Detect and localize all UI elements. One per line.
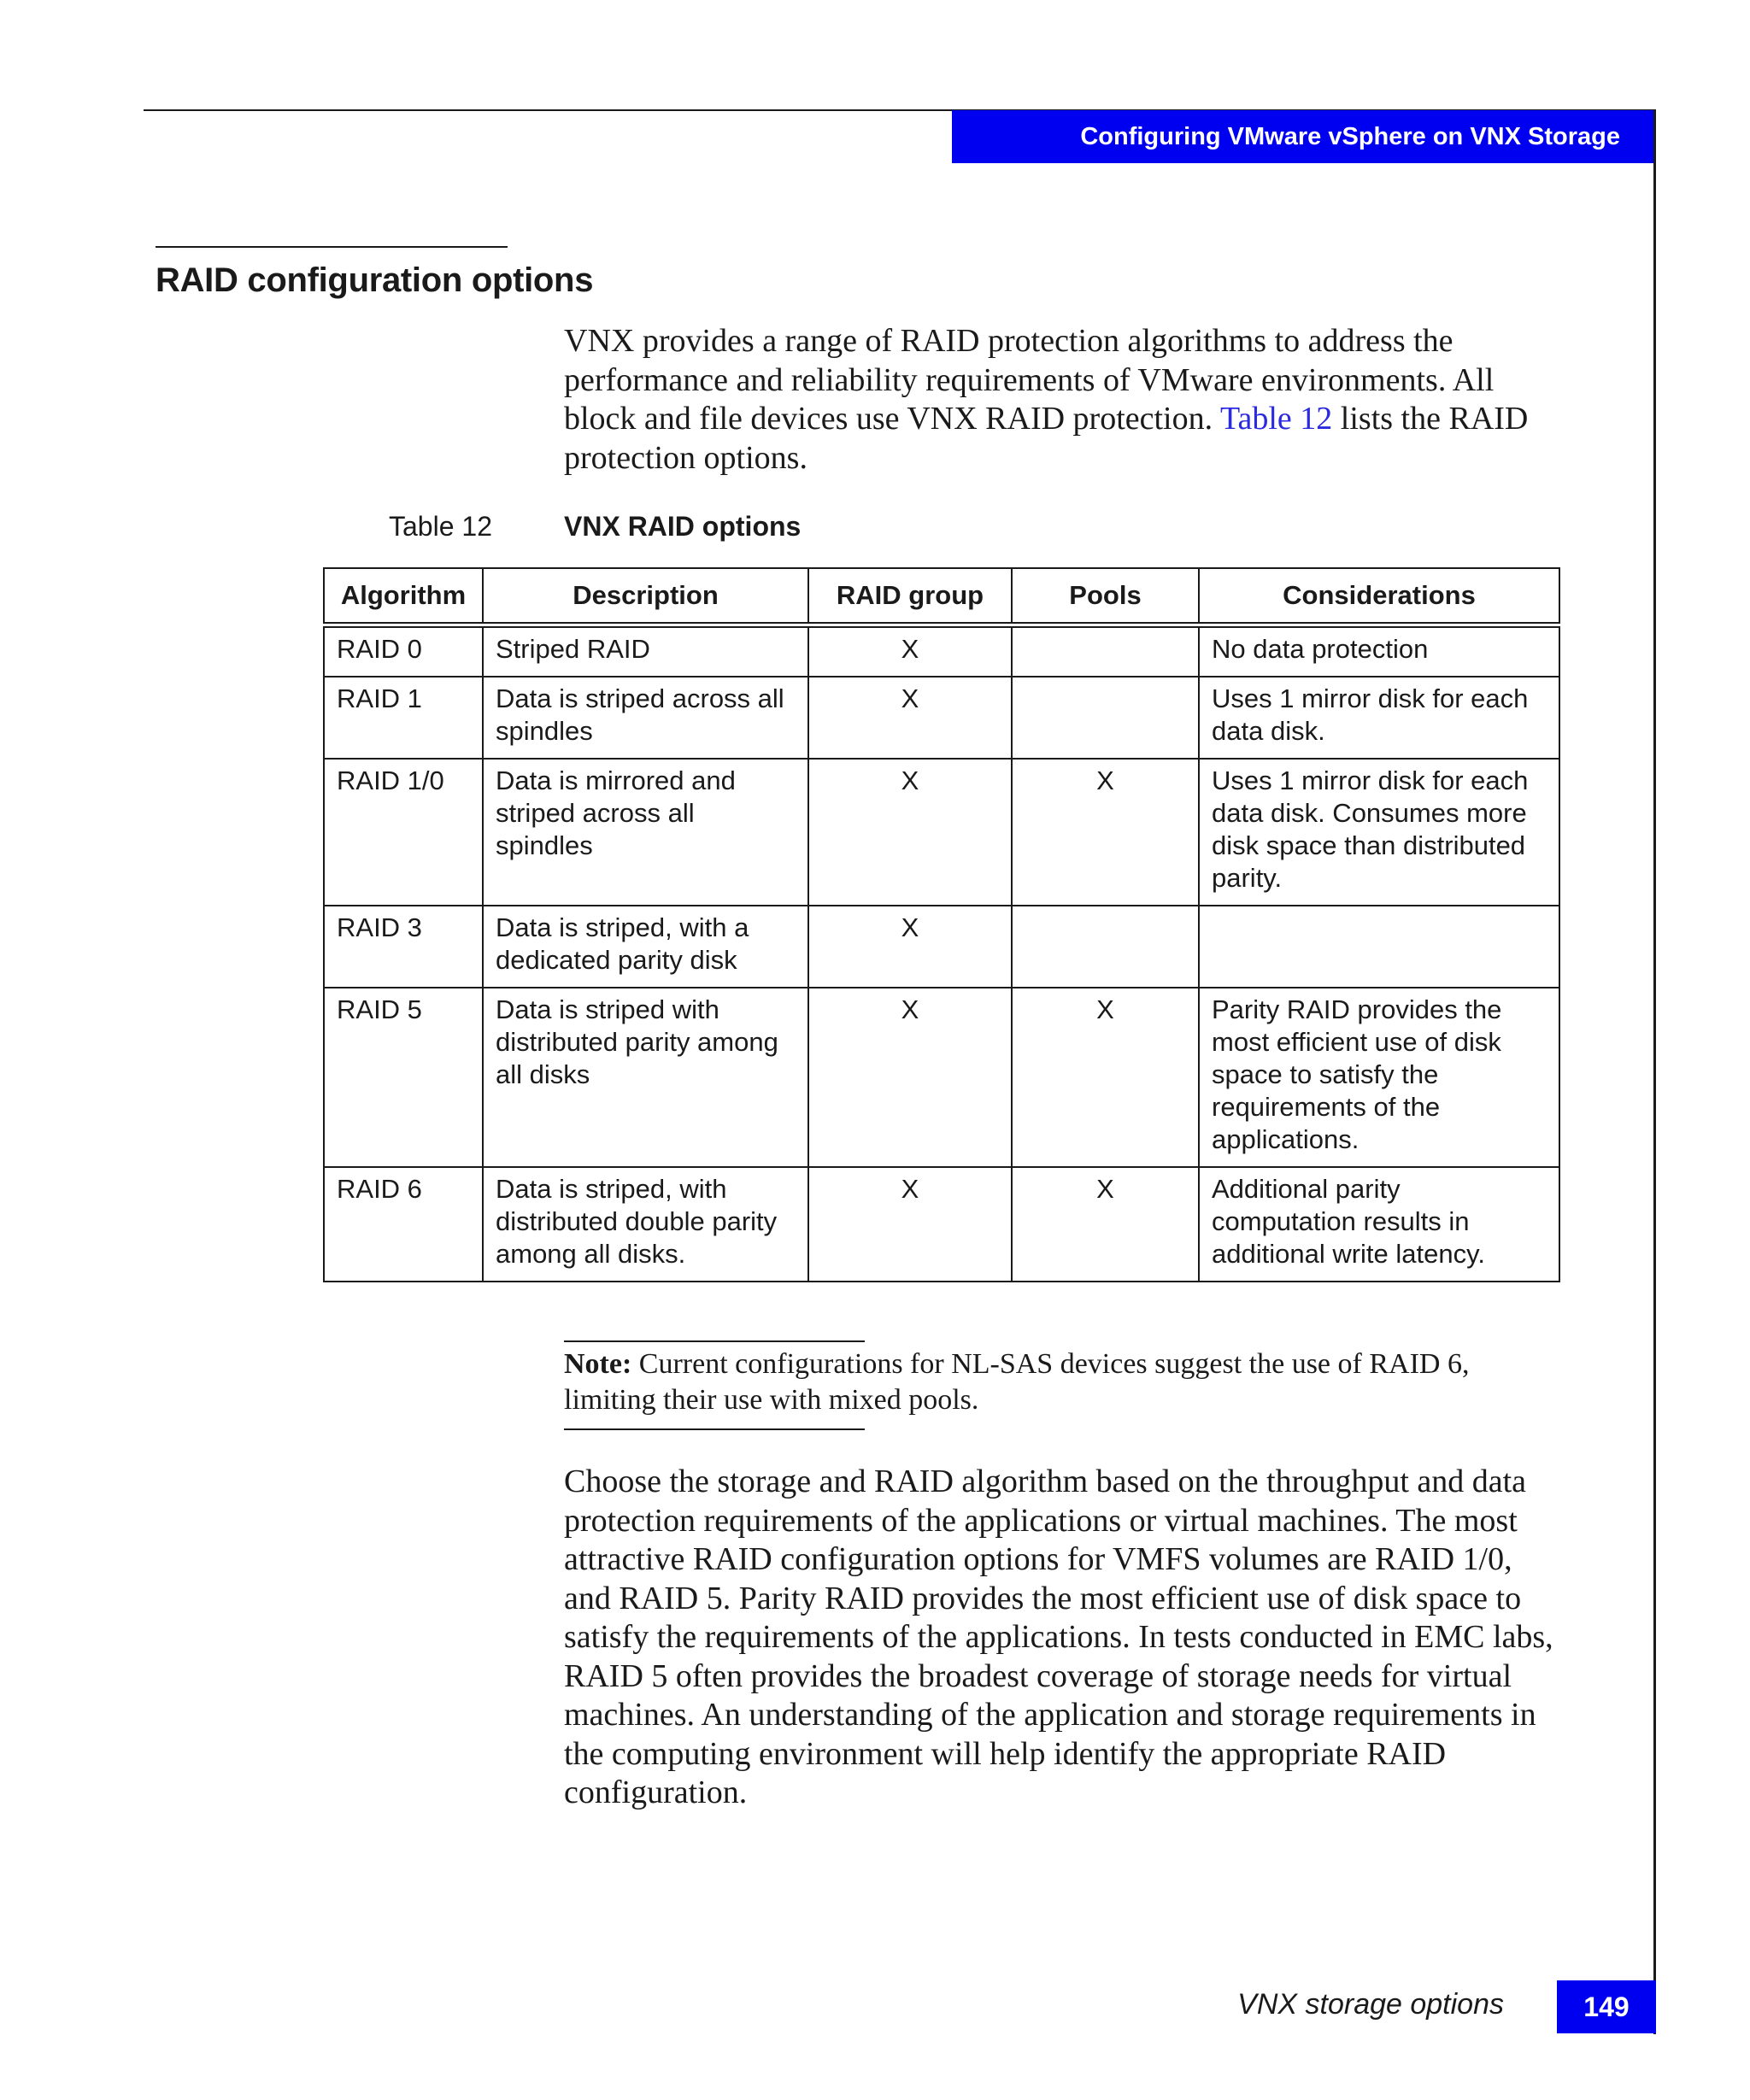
cell-algorithm: RAID 0 <box>324 625 483 677</box>
table-row <box>324 906 1559 988</box>
cell-considerations: Parity RAID provides the most efficient use of disk space to satisfy the requirements of the applications. <box>1199 988 1559 1167</box>
intro-paragraph <box>564 322 1555 478</box>
running-header <box>952 110 1656 163</box>
cell-raid-group: X <box>808 1167 1012 1282</box>
cell-raid-group: X <box>808 988 1012 1167</box>
cell-description: Striped RAID <box>483 625 808 677</box>
cell-considerations: No data protection <box>1199 625 1559 677</box>
table-row <box>324 1167 1559 1282</box>
column-header-considerations: Considerations <box>1199 568 1559 625</box>
cell-considerations: Uses 1 mirror disk for each data disk. <box>1199 677 1559 759</box>
cell-raid-group: X <box>808 677 1012 759</box>
note-label: Note: <box>564 1348 632 1380</box>
cell-considerations: Uses 1 mirror disk for each data disk. Consumes more disk space than distributed parity. <box>1199 759 1559 906</box>
raid-options-table <box>323 567 1560 1282</box>
column-header-algorithm: Algorithm <box>324 568 483 625</box>
column-header-raid-group: RAID group <box>808 568 1012 625</box>
cell-pools: X <box>1012 759 1199 906</box>
footer-section-title: VNX storage options <box>1237 1988 1504 2021</box>
section-title: RAID configuration options <box>156 261 594 299</box>
body-paragraph: Choose the storage and RAID algorithm based on the throughput and data protection requirements of the applications or virtual machines. The most attractive RAID configuration options for VMFS volumes are RAID 1/0, and RAID 5. Parity RAID provides the most efficient use of disk space to satisfy the requirements of the applications. In tests conducted in EMC labs, RAID 5 often provides the broadest coverage of storage needs for virtual machines. An understanding of the application and storage requirements in the computing environment will help identify the appropriate RAID configuration. <box>564 1464 1553 1810</box>
table-header-row <box>324 568 1559 625</box>
cell-pools: X <box>1012 988 1199 1167</box>
cell-raid-group: X <box>808 906 1012 988</box>
cell-considerations: Additional parity computation results in additional write latency. <box>1199 1167 1559 1282</box>
column-header-description: Description <box>483 568 808 625</box>
table-title: VNX RAID options <box>564 511 802 542</box>
running-header-title: Configuring VMware vSphere on VNX Storage <box>1080 122 1620 150</box>
table-number: Table 12 <box>389 511 492 542</box>
intro-text-end: lists the RAID protection options. <box>564 401 1529 476</box>
cell-pools <box>1012 906 1199 988</box>
cell-description: Data is striped, with a dedicated parity disk <box>483 906 808 988</box>
note-text: Current configurations for NL-SAS devices suggest the use of RAID 6, limiting their use with mixed pools. <box>564 1348 1470 1416</box>
section-rule <box>156 246 508 248</box>
cell-algorithm: RAID 5 <box>324 988 483 1167</box>
page-edge-rule <box>1653 110 1656 2034</box>
cell-raid-group: X <box>808 759 1012 906</box>
cell-pools <box>1012 625 1199 677</box>
table-row <box>324 625 1559 677</box>
table-row <box>324 677 1559 759</box>
cell-algorithm: RAID 1/0 <box>324 759 483 906</box>
cell-description: Data is striped with distributed parity among all disks <box>483 988 808 1167</box>
cell-raid-group: X <box>808 625 1012 677</box>
table-row <box>324 759 1559 906</box>
intro-text-start: VNX provides a range of RAID protection algorithms to address the performance and reliability requirements of VMware environments. All block and file devices use VNX RAID protection. <box>564 323 1495 437</box>
column-header-pools: Pools <box>1012 568 1199 625</box>
page-number: 149 <box>1583 1991 1630 2022</box>
cell-algorithm: RAID 6 <box>324 1167 483 1282</box>
cell-description: Data is mirrored and striped across all spindles <box>483 759 808 906</box>
cell-pools <box>1012 677 1199 759</box>
table-row <box>324 988 1559 1167</box>
note-rule-bottom <box>564 1428 865 1430</box>
cell-algorithm: RAID 1 <box>324 677 483 759</box>
table-12-link[interactable]: Table 12 <box>1219 401 1333 437</box>
note-rule-top <box>564 1340 865 1342</box>
cell-pools: X <box>1012 1167 1199 1282</box>
cell-description: Data is striped across all spindles <box>483 677 808 759</box>
cell-algorithm: RAID 3 <box>324 906 483 988</box>
page-number-badge <box>1557 1980 1656 2033</box>
note <box>564 1346 1564 1418</box>
cell-description: Data is striped, with distributed double parity among all disks. <box>483 1167 808 1282</box>
cell-considerations <box>1199 906 1559 988</box>
